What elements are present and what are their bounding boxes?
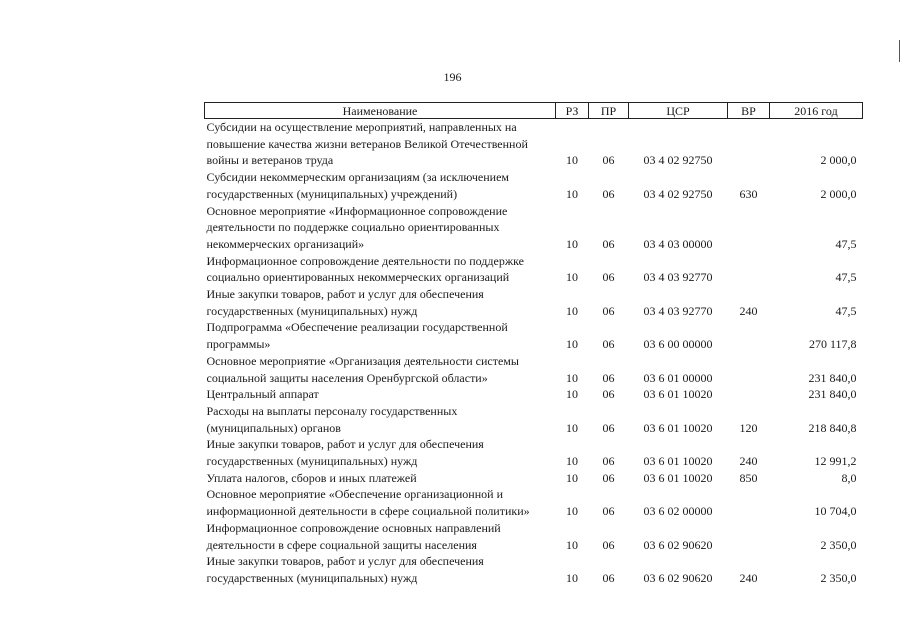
row-name-line: Расходы на выплаты персоналу государственных xyxy=(206,403,458,418)
row-pr: 06 xyxy=(602,303,615,318)
row-csr: 03 6 01 10020 xyxy=(643,387,713,402)
row-name-line: государственных (муниципальных) учреждений) xyxy=(206,186,458,201)
header-year: 2016 год xyxy=(770,103,863,119)
row-name-line: государственных (муниципальных) нужд xyxy=(206,303,418,318)
row-name-line: социальной защиты населения Оренбургской области» xyxy=(206,370,488,385)
table-row xyxy=(205,470,863,487)
row-pr: 06 xyxy=(602,236,615,251)
row-vr xyxy=(728,386,770,403)
header-name: Наименование xyxy=(205,103,556,119)
table-row xyxy=(205,553,863,586)
row-csr: 03 4 03 92770 xyxy=(643,303,713,318)
row-name-line: Основное мероприятие «Организация деятельности системы xyxy=(206,353,519,368)
row-name-line: Иные закупки товаров, работ и услуг для обеспечения xyxy=(206,437,484,452)
budget-table xyxy=(204,102,863,587)
header-rz: РЗ xyxy=(556,103,589,119)
row-vr: 120 xyxy=(739,420,758,435)
row-vr xyxy=(728,319,770,352)
row-csr: 03 6 01 10020 xyxy=(643,454,713,469)
row-name-line: социально ориентированных некоммерческих организаций xyxy=(206,270,510,285)
row-rz: 10 xyxy=(566,236,578,251)
row-amount: 47,5 xyxy=(835,270,857,285)
row-name-line: Подпрограмма «Обеспечение реализации государственной xyxy=(206,320,508,335)
row-amount: 12 991,2 xyxy=(814,454,857,469)
row-pr: 06 xyxy=(602,470,615,485)
row-amount: 270 117,8 xyxy=(808,337,857,352)
row-amount: 10 704,0 xyxy=(814,504,857,519)
row-rz: 10 xyxy=(566,153,578,168)
row-amount: 2 000,0 xyxy=(820,186,857,201)
page-edge-mark xyxy=(899,40,900,62)
row-name-line: Уплата налогов, сборов и иных платежей xyxy=(206,470,417,485)
row-pr: 06 xyxy=(602,153,615,168)
page-number: 196 xyxy=(443,70,462,84)
row-csr: 03 6 02 90620 xyxy=(643,537,713,552)
row-pr: 06 xyxy=(602,387,615,402)
row-name xyxy=(205,353,556,386)
row-name-line: Основное мероприятие «Обеспечение организационной и xyxy=(206,487,503,502)
row-name xyxy=(205,119,556,170)
row-pr: 06 xyxy=(602,504,615,519)
header-vr: ВР xyxy=(728,103,770,119)
row-rz: 10 xyxy=(566,470,578,485)
row-csr: 03 6 01 10020 xyxy=(643,470,713,485)
row-name-line: программы» xyxy=(206,337,271,352)
row-vr xyxy=(728,353,770,386)
row-name xyxy=(205,486,556,519)
row-csr: 03 6 02 00000 xyxy=(643,504,713,519)
row-name-line: деятельности в сфере социальной защиты населения xyxy=(206,537,477,552)
row-rz: 10 xyxy=(566,420,578,435)
row-pr: 06 xyxy=(602,454,615,469)
row-name xyxy=(205,319,556,352)
row-rz: 10 xyxy=(566,337,578,352)
row-vr xyxy=(728,253,770,286)
row-rz: 10 xyxy=(566,370,578,385)
row-rz: 10 xyxy=(566,303,578,318)
row-amount: 8,0 xyxy=(841,470,857,485)
row-amount: 2 000,0 xyxy=(820,153,857,168)
row-name-line: Информационное сопровождение основных направлений xyxy=(206,520,501,535)
row-name xyxy=(205,436,556,469)
row-pr: 06 xyxy=(602,337,615,352)
row-vr: 630 xyxy=(739,186,758,201)
row-amount: 2 350,0 xyxy=(820,537,857,552)
row-name xyxy=(205,470,556,487)
row-csr: 03 4 02 92750 xyxy=(643,153,713,168)
row-amount: 2 350,0 xyxy=(820,570,857,585)
header-csr: ЦСР xyxy=(629,103,728,119)
row-name-line: Иные закупки товаров, работ и услуг для обеспечения xyxy=(206,554,484,569)
row-rz: 10 xyxy=(566,454,578,469)
row-rz: 10 xyxy=(566,570,578,585)
row-vr xyxy=(728,486,770,519)
row-vr: 240 xyxy=(739,303,758,318)
row-csr: 03 6 01 00000 xyxy=(643,370,713,385)
row-pr: 06 xyxy=(602,537,615,552)
row-name-line: государственных (муниципальных) нужд xyxy=(206,454,418,469)
row-name xyxy=(205,286,556,319)
row-amount: 231 840,0 xyxy=(808,370,857,385)
row-rz: 10 xyxy=(566,537,578,552)
row-name-line: Субсидии некоммерческим организациям (за исключением xyxy=(206,170,510,185)
table-row xyxy=(205,386,863,403)
row-csr: 03 6 02 90620 xyxy=(643,570,713,585)
row-vr: 850 xyxy=(739,470,758,485)
row-amount: 47,5 xyxy=(835,236,857,251)
row-name-line: деятельности по поддержке социально ориентированных xyxy=(206,220,500,235)
row-name-line: Иные закупки товаров, работ и услуг для обеспечения xyxy=(206,287,484,302)
table-row xyxy=(205,286,863,319)
header-pr: ПР xyxy=(589,103,629,119)
row-name-line: государственных (муниципальных) нужд xyxy=(206,570,418,585)
row-csr: 03 4 02 92750 xyxy=(643,186,713,201)
row-pr: 06 xyxy=(602,186,615,201)
row-name xyxy=(205,169,556,202)
row-vr: 240 xyxy=(739,454,758,469)
table-row xyxy=(205,403,863,436)
row-csr: 03 6 00 00000 xyxy=(643,337,713,352)
row-pr: 06 xyxy=(602,370,615,385)
table-row xyxy=(205,486,863,519)
row-csr: 03 4 03 00000 xyxy=(643,236,713,251)
row-rz: 10 xyxy=(566,387,578,402)
row-csr: 03 6 01 10020 xyxy=(643,420,713,435)
row-vr: 240 xyxy=(739,570,758,585)
row-name-line: информационной деятельности в сфере социальной политики» xyxy=(206,504,530,519)
row-name-line: некоммерческих организаций» xyxy=(206,236,365,251)
row-pr: 06 xyxy=(602,270,615,285)
row-name-line: Основное мероприятие «Информационное сопровождение xyxy=(206,203,508,218)
row-name xyxy=(205,253,556,286)
row-name-line: Субсидии на осуществление мероприятий, направленных на xyxy=(206,120,517,134)
table-row xyxy=(205,520,863,553)
row-name xyxy=(205,386,556,403)
row-name-line: повышение качества жизни ветеранов Великой Отечественной xyxy=(206,136,528,151)
row-amount: 218 840,8 xyxy=(808,420,857,435)
table-row xyxy=(205,353,863,386)
row-pr: 06 xyxy=(602,420,615,435)
table-body xyxy=(205,119,863,587)
row-name xyxy=(205,520,556,553)
row-name xyxy=(205,403,556,436)
table-row xyxy=(205,119,863,170)
table-row xyxy=(205,203,863,253)
row-pr: 06 xyxy=(602,570,615,585)
row-vr xyxy=(728,119,770,170)
row-name-line: (муниципальных) органов xyxy=(206,420,341,435)
row-name-line: Информационное сопровождение деятельности по поддержке xyxy=(206,253,524,268)
row-name-line: Центральный аппарат xyxy=(206,387,319,402)
row-name-line: войны и ветеранов труда xyxy=(206,153,334,168)
row-rz: 10 xyxy=(566,270,578,285)
row-vr xyxy=(728,203,770,253)
table-row xyxy=(205,253,863,286)
row-name xyxy=(205,203,556,253)
row-csr: 03 4 03 92770 xyxy=(643,270,713,285)
row-amount: 47,5 xyxy=(835,303,857,318)
table-header-row xyxy=(205,103,863,119)
table-row xyxy=(205,319,863,352)
row-amount: 231 840,0 xyxy=(808,387,857,402)
table-row xyxy=(205,436,863,469)
row-vr xyxy=(728,520,770,553)
row-name xyxy=(205,553,556,586)
row-rz: 10 xyxy=(566,504,578,519)
row-rz: 10 xyxy=(566,186,578,201)
table-row xyxy=(205,169,863,202)
